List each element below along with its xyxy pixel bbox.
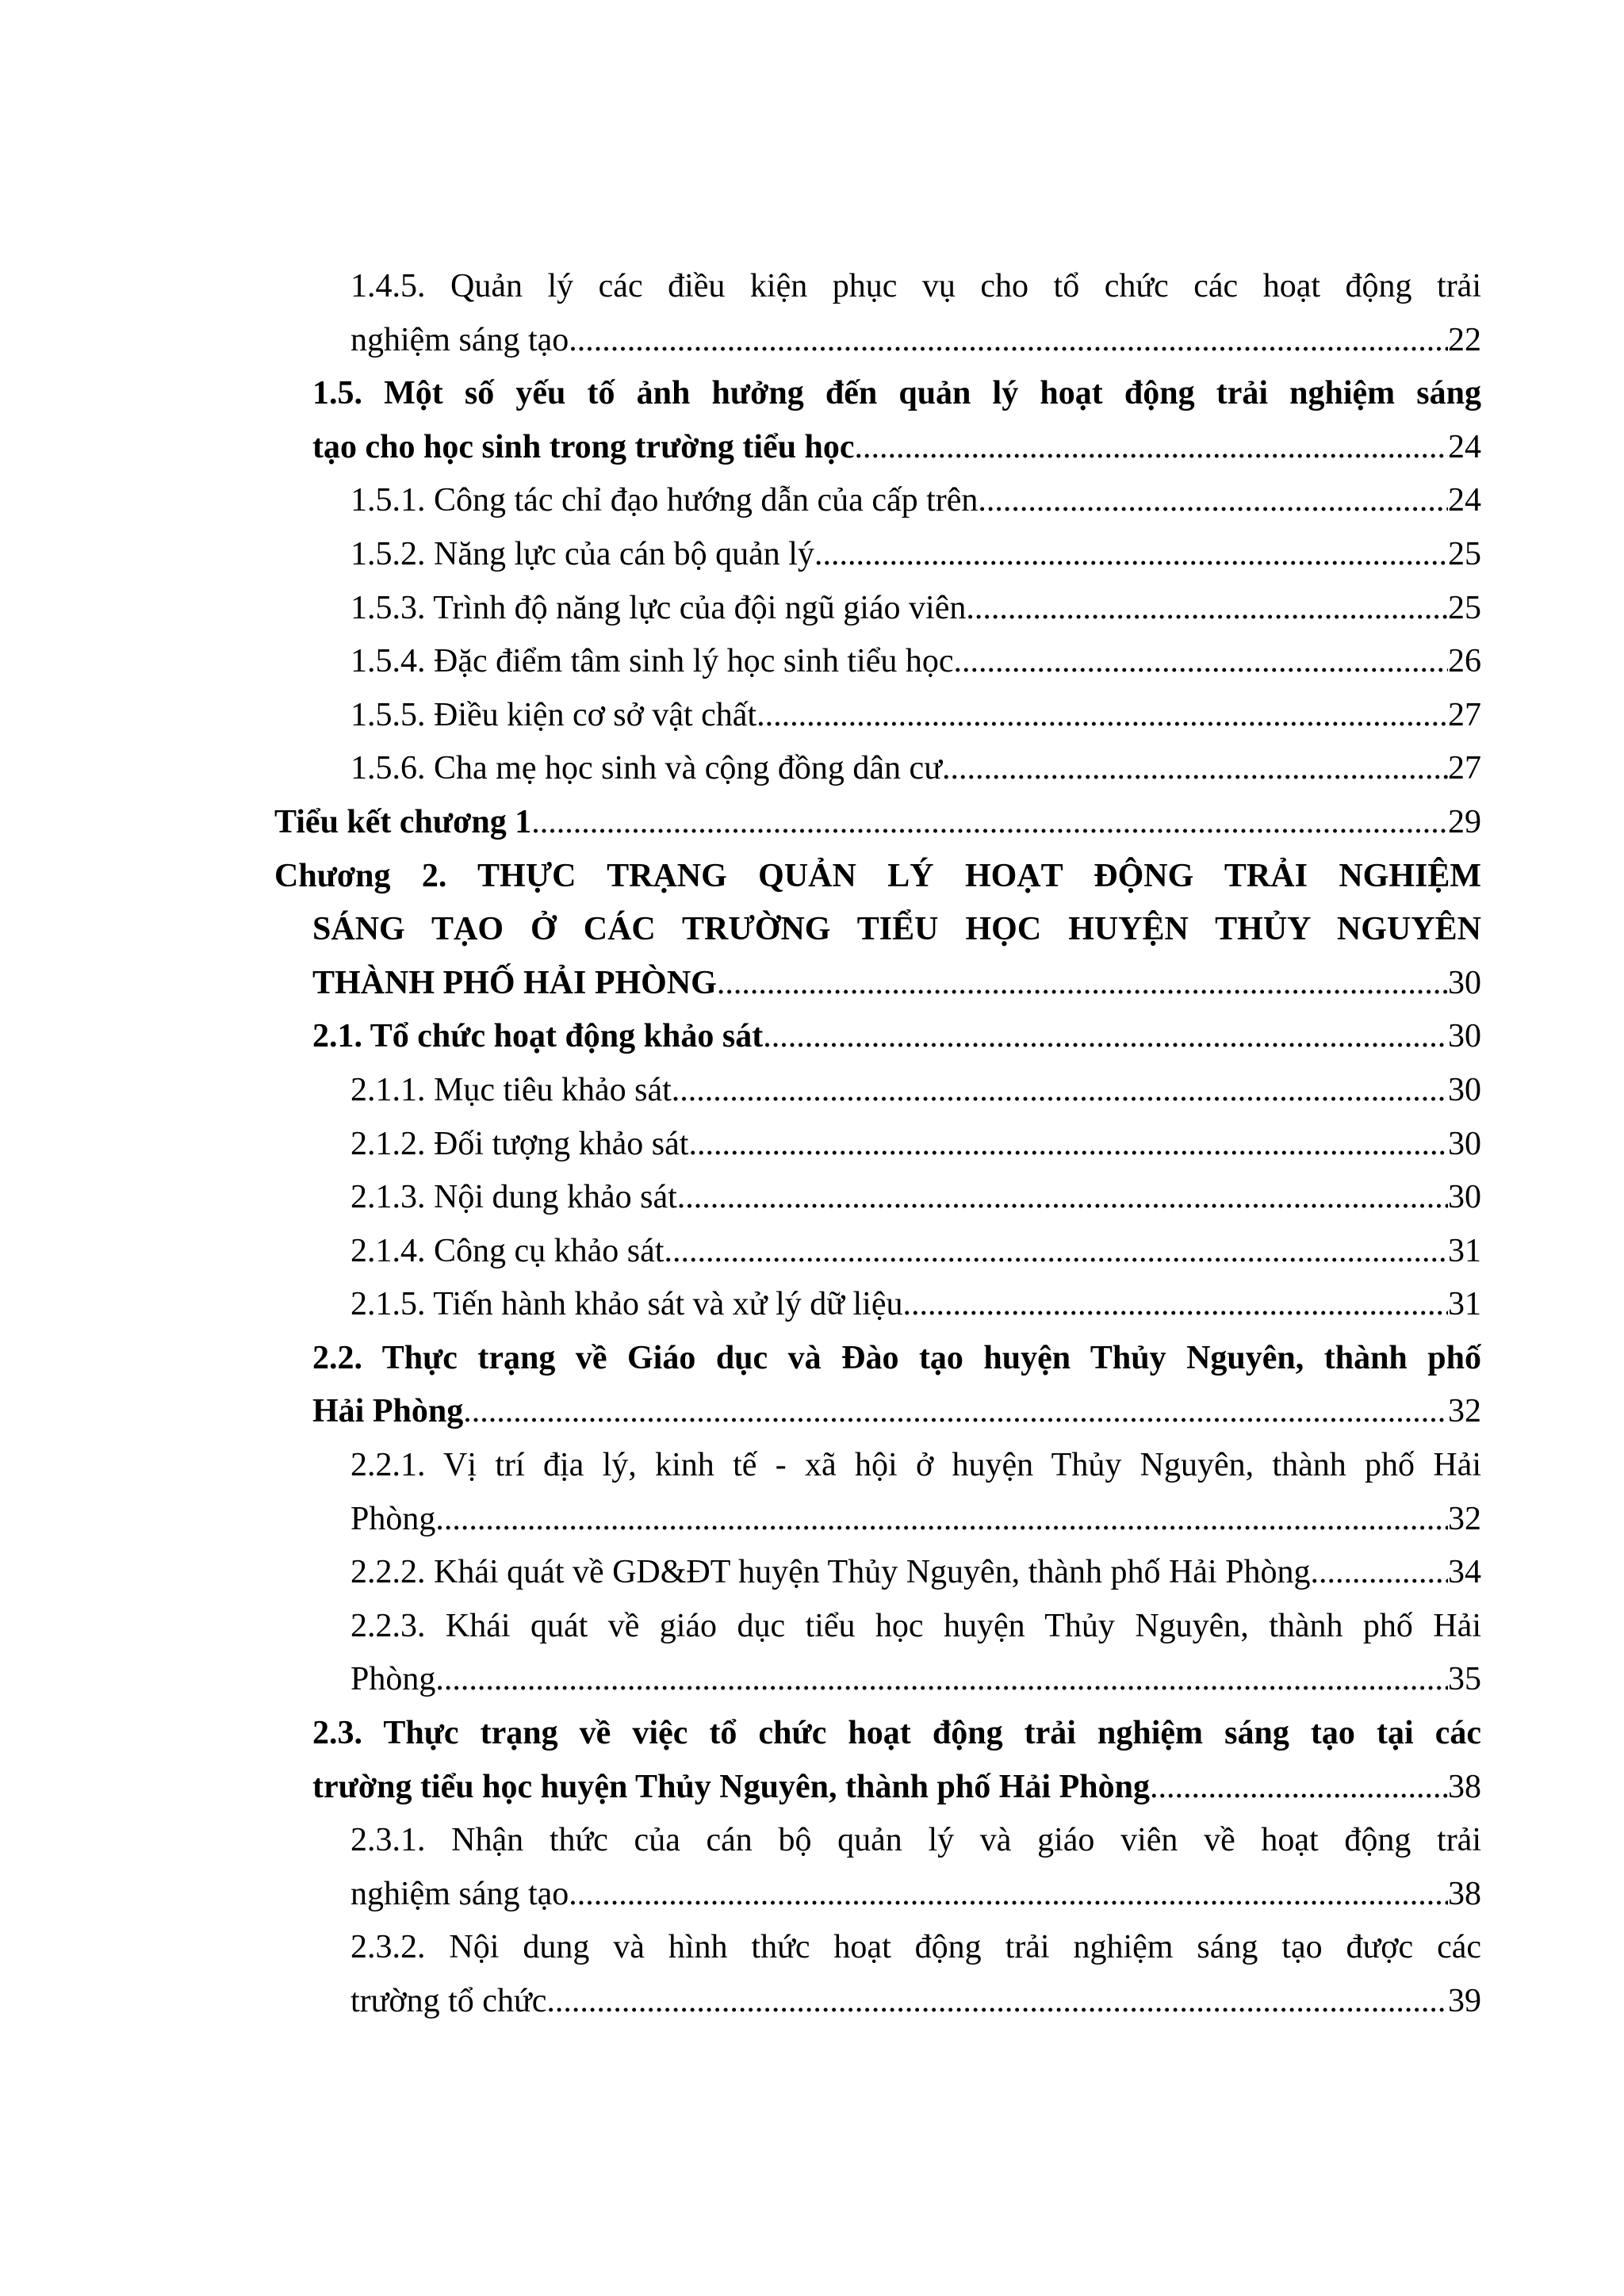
dot-leader: [903, 1278, 1449, 1332]
dot-leader: [664, 1225, 1448, 1279]
toc-entry-text: 2.1.5. Tiến hành khảo sát và xử lý dữ liệu: [350, 1286, 903, 1323]
toc-entry[interactable]: [274, 1064, 1481, 1118]
toc-entry-text: 2.1. Tổ chức hoạt động khảo sát: [312, 1018, 764, 1055]
toc-entry-text: 2.3.1. Nhận thức của cán bộ quản lý và giáo viên về hoạt động trải: [350, 1822, 1481, 1859]
toc-entry-text: THÀNH PHỐ HẢI PHÒNG: [312, 964, 717, 1001]
toc-page-number: 39: [1448, 1983, 1481, 2019]
toc-page-number: 24: [1448, 428, 1481, 465]
toc-entry-text: Tiểu kết chương 1: [274, 803, 532, 840]
toc-entry-text: 2.3.2. Nội dung và hình thức hoạt động trải nghiệm sáng tạo được các: [350, 1929, 1481, 1966]
toc-page-number: 30: [1448, 1125, 1481, 1162]
toc-entry-text: 1.5.5. Điều kiện cơ sở vật chất: [350, 696, 757, 733]
toc-entry-text: 1.5.4. Đặc điểm tâm sinh lý học sinh tiểu học: [350, 643, 954, 680]
toc-entry[interactable]: [274, 1707, 1481, 1814]
toc-entry[interactable]: [274, 367, 1481, 474]
toc-page-number: 38: [1448, 1768, 1481, 1805]
toc-entry-text: 2.2.1. Vị trí địa lý, kinh tế - xã hội ở huyện Thủy Nguyên, thành phố Hải: [350, 1447, 1481, 1484]
toc-page-number: 25: [1448, 589, 1481, 626]
dot-leader: [855, 421, 1448, 475]
dot-leader: [672, 1064, 1448, 1118]
toc-entry-text: 1.5.6. Cha mẹ học sinh và cộng đồng dân cư: [350, 750, 942, 787]
dot-leader: [1150, 1761, 1448, 1815]
toc-page-number: 25: [1448, 535, 1481, 572]
dot-leader: [688, 1118, 1448, 1172]
toc-entry-text: 2.3. Thực trạng về việc tổ chức hoạt động trải nghiệm sáng tạo tại các: [312, 1715, 1481, 1752]
toc-entry[interactable]: [274, 1921, 1481, 2028]
toc-page-number: 35: [1448, 1661, 1481, 1698]
toc-entry[interactable]: [274, 742, 1481, 796]
toc-entry[interactable]: [274, 1600, 1481, 1707]
toc-entry-text: 1.5.3. Trình độ năng lực của đội ngũ giáo viên: [350, 589, 967, 626]
toc-page-number: 31: [1448, 1286, 1481, 1323]
toc-page-number: 30: [1448, 1018, 1481, 1055]
toc-entry-text: 2.2. Thực trạng về Giáo dục và Đào tạo huyện Thủy Nguyên, thành phố: [312, 1339, 1481, 1376]
toc-entry[interactable]: [274, 1332, 1481, 1439]
toc-entry-text: 2.1.1. Mục tiêu khảo sát: [350, 1071, 672, 1108]
dot-leader: [569, 314, 1448, 368]
toc-page-number: 30: [1448, 1071, 1481, 1108]
toc-entry[interactable]: [274, 1439, 1481, 1546]
toc-entry[interactable]: [274, 1546, 1481, 1600]
toc-entry-text: nghiệm sáng tạo: [350, 1875, 569, 1912]
dot-leader: [546, 1975, 1448, 2029]
toc-page-number: 31: [1448, 1232, 1481, 1269]
toc-entry[interactable]: [274, 474, 1481, 528]
dot-leader: [763, 1010, 1448, 1064]
toc-entry[interactable]: [274, 1225, 1481, 1279]
toc-page-number: 30: [1448, 964, 1481, 1001]
dot-leader: [677, 1171, 1448, 1225]
toc-entry[interactable]: [274, 635, 1481, 689]
dot-leader: [978, 474, 1448, 528]
dot-leader: [756, 689, 1448, 743]
toc-entry[interactable]: [274, 260, 1481, 367]
toc-entry-text: 2.2.3. Khái quát về giáo dục tiểu học huyện Thủy Nguyên, thành phố Hải: [350, 1607, 1481, 1644]
toc-entry[interactable]: [274, 1171, 1481, 1225]
toc-entry-text: 2.2.2. Khái quát về GD&ĐT huyện Thủy Nguyên, thành phố Hải Phòng: [350, 1554, 1311, 1591]
dot-leader: [531, 796, 1448, 850]
toc-page-number: 24: [1448, 482, 1481, 519]
dot-leader: [463, 1385, 1448, 1439]
toc-entry-text: 1.5. Một số yếu tố ảnh hưởng đến quản lý hoạt động trải nghiệm sáng: [312, 375, 1481, 412]
toc-page-number: 34: [1448, 1554, 1481, 1591]
toc-entry-text: Chương 2. THỰC TRẠNG QUẢN LÝ HOẠT ĐỘNG TRẢI NGHIỆM: [274, 857, 1481, 894]
toc-entry-text: Hải Phòng: [312, 1393, 464, 1430]
toc-page-number: 29: [1448, 803, 1481, 840]
toc-entry-text: 2.1.2. Đối tượng khảo sát: [350, 1125, 689, 1162]
table-of-contents: [274, 260, 1481, 2029]
dot-leader: [717, 957, 1448, 1011]
dot-leader: [954, 635, 1448, 689]
toc-page-number: 26: [1448, 643, 1481, 680]
toc-entry[interactable]: [274, 796, 1481, 850]
toc-entry-text: 1.5.2. Năng lực của cán bộ quản lý: [350, 535, 814, 572]
dot-leader: [435, 1493, 1448, 1547]
toc-entry[interactable]: [274, 1010, 1481, 1064]
dot-leader: [569, 1868, 1448, 1922]
toc-entry[interactable]: [274, 850, 1481, 1011]
toc-page-number: 38: [1448, 1875, 1481, 1912]
toc-entry-text: 2.1.3. Nội dung khảo sát: [350, 1179, 677, 1216]
dot-leader: [1310, 1546, 1448, 1600]
dot-leader: [814, 528, 1448, 582]
toc-entry[interactable]: [274, 1278, 1481, 1332]
toc-entry-text: 1.5.1. Công tác chỉ đạo hướng dẫn của cấp trên: [350, 482, 979, 519]
dot-leader: [966, 582, 1448, 636]
toc-page-number: 22: [1448, 321, 1481, 358]
toc-entry[interactable]: [274, 582, 1481, 636]
toc-entry-text: Phòng: [350, 1661, 436, 1698]
toc-entry-text: trường tiểu học huyện Thủy Nguyên, thành phố Hải Phòng: [312, 1768, 1150, 1805]
toc-entry[interactable]: [274, 1118, 1481, 1172]
toc-entry[interactable]: [274, 528, 1481, 582]
toc-page-number: 27: [1448, 696, 1481, 733]
toc-page-number: 32: [1448, 1393, 1481, 1430]
dot-leader: [942, 742, 1448, 796]
toc-entry[interactable]: [274, 1814, 1481, 1921]
toc-entry[interactable]: [274, 689, 1481, 743]
toc-entry-text: trường tổ chức: [350, 1983, 547, 2019]
dot-leader: [435, 1653, 1448, 1707]
toc-entry-text: Phòng: [350, 1500, 436, 1537]
toc-entry-text: 1.4.5. Quản lý các điều kiện phục vụ cho tổ chức các hoạt động trải: [350, 268, 1481, 304]
toc-page-number: 30: [1448, 1179, 1481, 1216]
toc-page-number: 27: [1448, 750, 1481, 787]
toc-entry-text: 2.1.4. Công cụ khảo sát: [350, 1232, 665, 1269]
toc-entry-text: tạo cho học sinh trong trường tiểu học: [312, 428, 855, 465]
toc-page-number: 32: [1448, 1500, 1481, 1537]
toc-entry-text: nghiệm sáng tạo: [350, 321, 569, 358]
toc-entry-text: SÁNG TẠO Ở CÁC TRƯỜNG TIỂU HỌC HUYỆN THỦY NGUYÊN: [312, 911, 1481, 948]
